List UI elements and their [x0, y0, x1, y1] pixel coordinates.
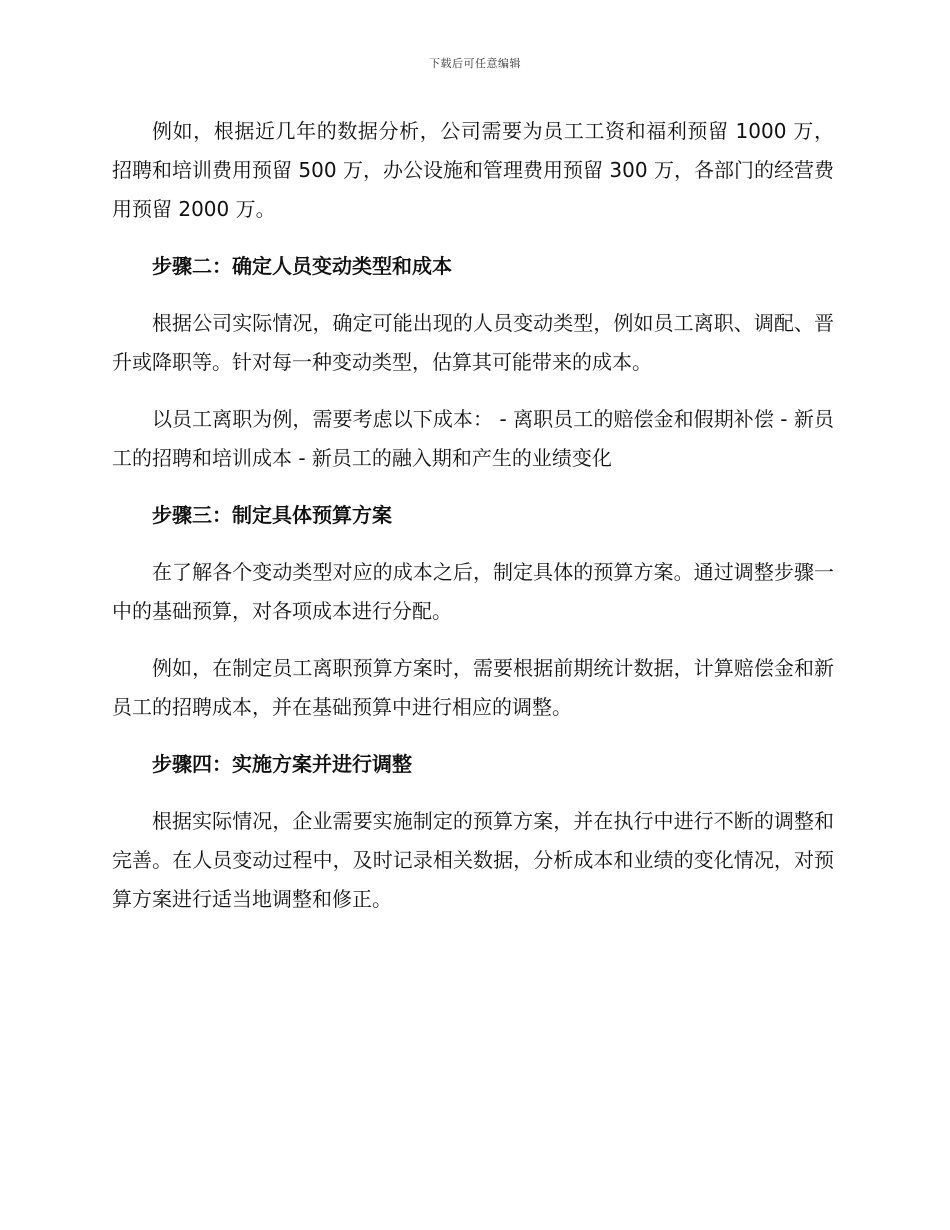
document-body	[112, 112, 834, 937]
paragraph-resignation-budget-example: 例如，在制定员工离职预算方案时，需要根据前期统计数据，计算赔偿金和新员工的招聘成本，并在基础预算中进行相应的调整。	[112, 656, 834, 719]
paragraph-change-types: 根据公司实际情况，确定可能出现的人员变动类型，例如员工离职、调配、晋升或降职等。针对每一种变动类型，估算其可能带来的成本。	[112, 311, 834, 374]
heading-step-two: 步骤二：确定人员变动类型和成本	[152, 254, 452, 278]
paragraph-budget-plan: 在了解各个变动类型对应的成本之后，制定具体的预算方案。通过调整步骤一中的基础预算，对各项成本进行分配。	[112, 560, 834, 623]
paragraph-implementation: 根据实际情况，企业需要实施制定的预算方案，并在执行中进行不断的调整和完善。在人员变动过程中，及时记录相关数据，分析成本和业绩的变化情况，对预算方案进行适当地调整和修正。	[112, 809, 834, 911]
heading-step-four: 步骤四：实施方案并进行调整	[152, 752, 412, 776]
paragraph-budget-example: 例如，根据近几年的数据分析，公司需要为员工工资和福利预留 1000 万，招聘和培训费用预留 500 万，办公设施和管理费用预留 300 万，各部门的经营费用预留 2000 万。	[112, 119, 834, 221]
heading-step-three: 步骤三：制定具体预算方案	[152, 503, 392, 527]
header-note: 下载后可任意编辑	[429, 57, 521, 70]
paragraph-resignation-costs: 以员工离职为例，需要考虑以下成本： - 离职员工的赔偿金和假期补偿 - 新员工的招聘和培训成本 - 新员工的融入期和产生的业绩变化	[112, 407, 834, 470]
